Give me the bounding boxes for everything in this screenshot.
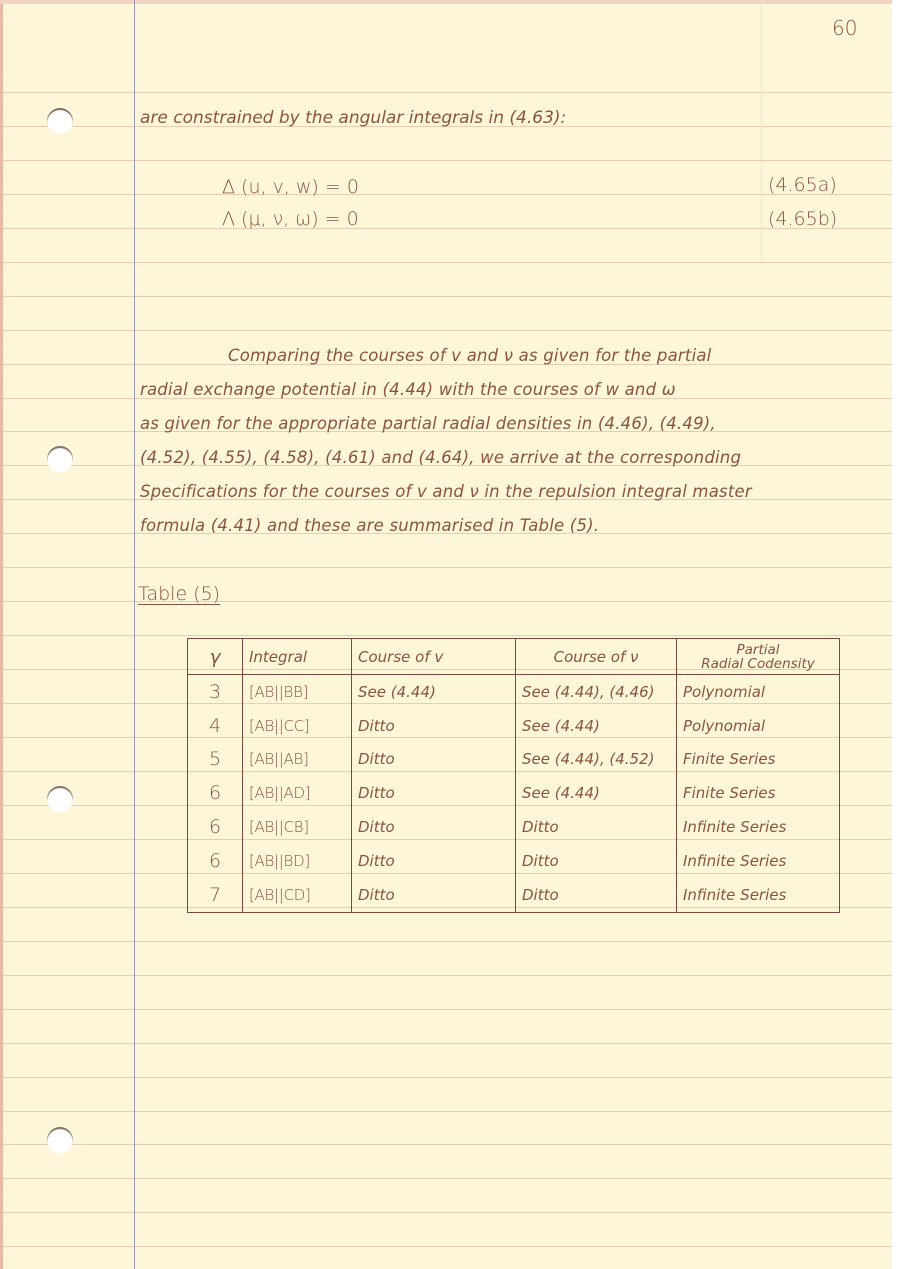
cell-integral: [AB||BD] (243, 844, 352, 878)
paragraph-line: radial exchange potential in (4.44) with the courses of w and ω (140, 380, 676, 399)
ruled-line (3, 941, 892, 942)
cell-codensity: Finite Series (677, 776, 840, 810)
cell-gamma: 7 (188, 878, 243, 912)
ruled-line (3, 160, 892, 161)
ruled-line (3, 1212, 892, 1213)
cell-course-v: Ditto (352, 709, 516, 743)
cell-codensity: Finite Series (677, 743, 840, 777)
paragraph-line: Specifications for the courses of v and ν in the repulsion integral master (140, 482, 752, 501)
cell-codensity: Infinite Series (677, 810, 840, 844)
ruled-line (3, 1077, 892, 1078)
cell-course-v: Ditto (352, 743, 516, 777)
cell-course-nu: See (4.44) (516, 709, 677, 743)
ruled-line (3, 330, 892, 331)
cell-codensity: Infinite Series (677, 844, 840, 878)
cell-codensity: Infinite Series (677, 878, 840, 912)
paragraph-line: (4.52), (4.55), (4.58), (4.61) and (4.64), we arrive at the corresponding (140, 448, 742, 467)
cell-gamma: 4 (188, 709, 243, 743)
table-row (188, 743, 840, 777)
header-codensity-line1: Partial (736, 641, 780, 658)
equation-label-4-65b: (4.65b) (768, 208, 838, 230)
ruled-line (3, 567, 892, 568)
cell-gamma: 3 (188, 675, 243, 709)
header-course-v: Course of v (352, 639, 516, 675)
table-header-row (188, 639, 840, 675)
ruled-line (3, 975, 892, 976)
ruled-line (3, 228, 892, 229)
ruled-line (3, 1009, 892, 1010)
paragraph-line: Comparing the courses of v and ν as given for the partial (228, 346, 712, 365)
table-row (188, 810, 840, 844)
cell-integral: [AB||BB] (243, 675, 352, 709)
equation-label-4-65a: (4.65a) (768, 174, 837, 196)
cell-integral: [AB||AB] (243, 743, 352, 777)
ruled-line (3, 601, 892, 602)
table-title: Table (5) (138, 583, 221, 605)
cell-integral: [AB||CD] (243, 878, 352, 912)
ruled-line (3, 1043, 892, 1044)
ruled-line (3, 296, 892, 297)
punch-hole (47, 786, 73, 812)
equation-4-65a: Δ (u, v, w) = 0 (222, 176, 359, 198)
cell-codensity: Polynomial (677, 709, 840, 743)
header-gamma: γ (188, 639, 243, 675)
cell-gamma: 6 (188, 776, 243, 810)
paragraph-line: formula (4.41) and these are summarised in Table (5). (140, 516, 600, 535)
cell-integral: [AB||AD] (243, 776, 352, 810)
faint-guide-line (761, 0, 762, 260)
ruled-line (3, 262, 892, 263)
table-row (188, 878, 840, 912)
cell-course-nu: See (4.44), (4.46) (516, 675, 677, 709)
paragraph-line: as given for the appropriate partial radial densities in (4.46), (4.49), (140, 414, 716, 433)
cell-codensity: Polynomial (677, 675, 840, 709)
table-row (188, 675, 840, 709)
table-row (188, 709, 840, 743)
cell-integral: [AB||CC] (243, 709, 352, 743)
header-integral: Integral (243, 639, 352, 675)
cell-course-v: Ditto (352, 878, 516, 912)
page-number: 60 (832, 16, 858, 40)
punch-hole (47, 1127, 73, 1153)
header-codensity-line2: Radial Codensity (701, 655, 815, 672)
table-row (188, 776, 840, 810)
cell-gamma: 5 (188, 743, 243, 777)
intro-line: are constrained by the angular integrals in (4.63): (140, 108, 567, 128)
cell-course-nu: See (4.44), (4.52) (516, 743, 677, 777)
header-codensity (677, 639, 840, 675)
table-5 (187, 638, 840, 913)
cell-course-v: Ditto (352, 810, 516, 844)
page-right-edge (892, 0, 898, 1269)
ruled-line (3, 194, 892, 195)
cell-course-nu: Ditto (516, 878, 677, 912)
cell-course-nu: Ditto (516, 810, 677, 844)
cell-course-nu: Ditto (516, 844, 677, 878)
ruled-line (3, 1144, 892, 1145)
punch-hole (47, 446, 73, 472)
punch-hole (47, 108, 73, 134)
table-row (188, 844, 840, 878)
cell-gamma: 6 (188, 810, 243, 844)
equation-4-65b: Λ (μ, ν, ω) = 0 (222, 208, 359, 230)
cell-gamma: 6 (188, 844, 243, 878)
cell-integral: [AB||CB] (243, 810, 352, 844)
ruled-line (3, 1246, 892, 1247)
cell-course-v: See (4.44) (352, 675, 516, 709)
cell-course-v: Ditto (352, 776, 516, 810)
ruled-line (3, 1178, 892, 1179)
header-course-nu: Course of ν (516, 639, 677, 675)
ruled-line (3, 92, 892, 93)
margin-line (134, 0, 135, 1269)
cell-course-v: Ditto (352, 844, 516, 878)
cell-course-nu: See (4.44) (516, 776, 677, 810)
ruled-line (3, 1111, 892, 1112)
ruled-line (3, 635, 892, 636)
